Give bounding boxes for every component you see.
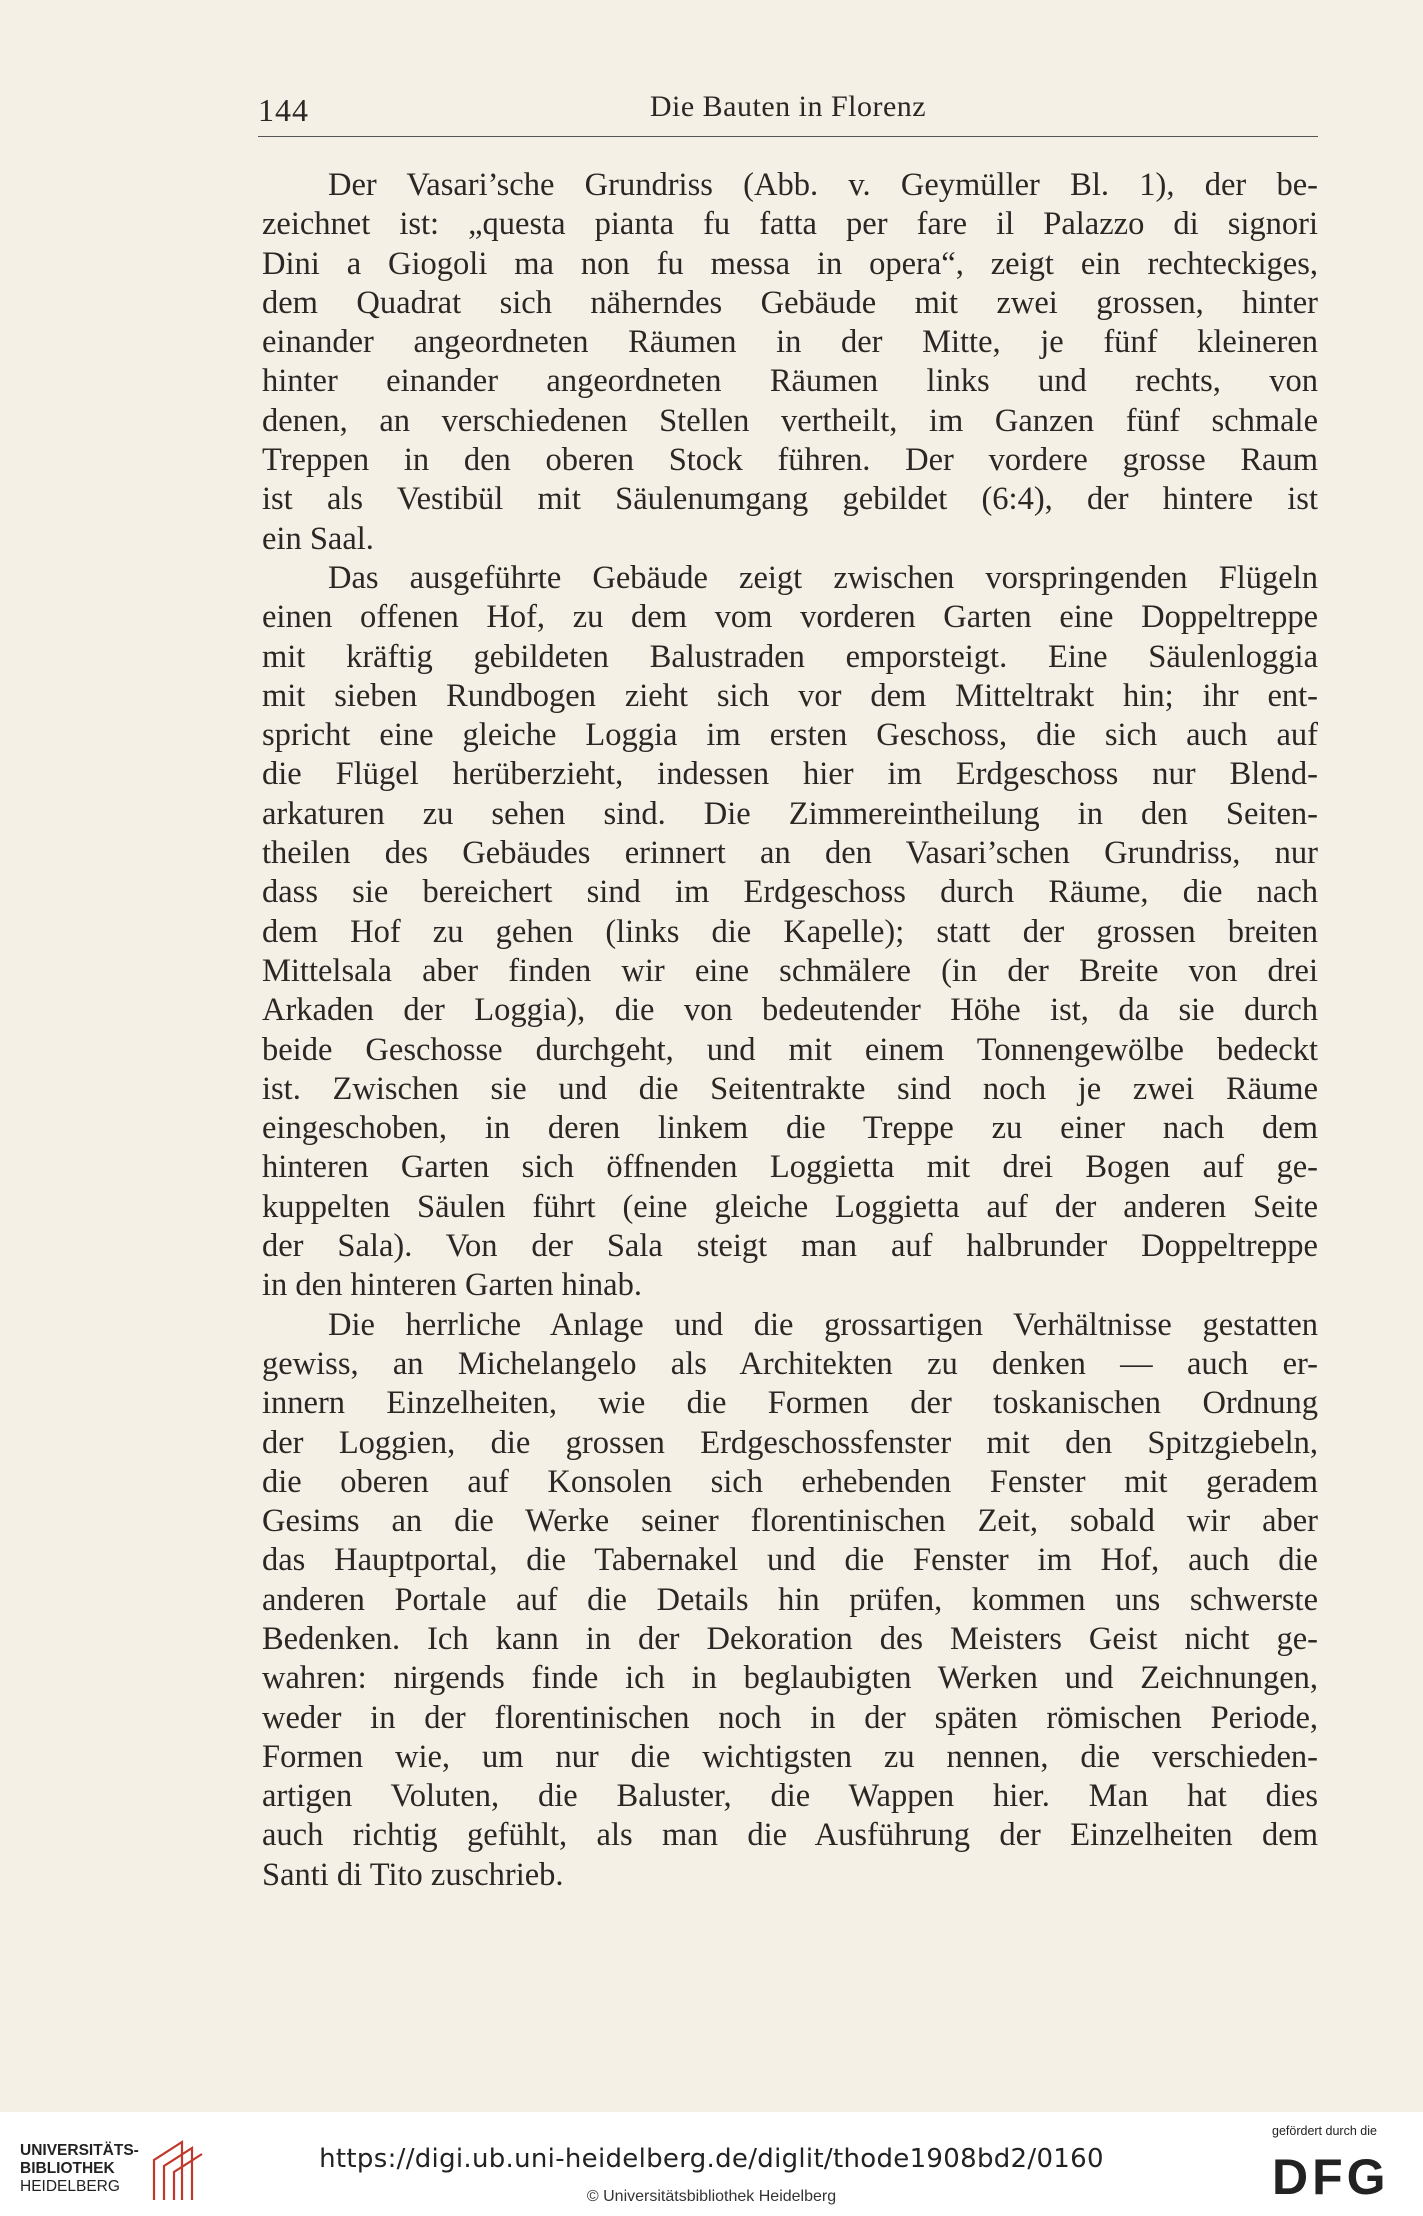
text-line: ist. Zwischen sie und die Seitentrakte sind noch je zwei Räume <box>262 1070 1318 1107</box>
text-line: Die herrliche Anlage und die grossartigen Verhältnisse gestatten <box>328 1306 1318 1343</box>
text-line: die oberen auf Konsolen sich erhebenden Fenster mit geradem <box>262 1463 1318 1500</box>
text-line: einander angeordneten Räumen in der Mitte, je fünf kleineren <box>262 324 1318 361</box>
text-line: dem Quadrat sich näherndes Gebäude mit zwei grossen, hinter <box>262 284 1318 321</box>
dfg-logo-icon: DFG <box>1272 2149 1390 2205</box>
text-line: hinteren Garten sich öffnenden Loggietta mit drei Bogen auf ge- <box>262 1149 1318 1186</box>
text-line: theilen des Gebäudes erinnert an den Vasari’schen Grundriss, nur <box>262 835 1318 872</box>
text-line: artigen Voluten, die Baluster, die Wappen hier. Man hat dies <box>262 1778 1318 1815</box>
text-line: das Hauptportal, die Tabernakel und die Fenster im Hof, auch die <box>262 1542 1318 1579</box>
page-header <box>258 86 1318 137</box>
page-number: 144 <box>258 92 309 128</box>
text-line: der Loggien, die grossen Erdgeschossfenster mit den Spitzgiebeln, <box>262 1424 1318 1461</box>
viewer-footer <box>0 2112 1423 2216</box>
text-line: weder in der florentinischen noch in der späten römischen Periode, <box>262 1699 1318 1736</box>
text-line: spricht eine gleiche Loggia im ersten Geschoss, die sich auch auf <box>262 717 1318 754</box>
text-line: Das ausgeführte Gebäude zeigt zwischen vorspringenden Flügeln <box>328 559 1318 596</box>
copyright-notice: © Universitätsbibliothek Heidelberg <box>586 2188 837 2205</box>
text-line: gewiss, an Michelangelo als Architekten zu denken — auch er- <box>262 1345 1318 1382</box>
text-line: eingeschoben, in deren linkem die Treppe zu einer nach dem <box>262 1110 1318 1147</box>
text-line: Treppen in den oberen Stock führen. Der vordere grosse Raum <box>262 442 1318 479</box>
text-line: denen, an verschiedenen Stellen vertheilt, im Ganzen fünf schmale <box>262 402 1318 439</box>
text-line: beide Geschosse durchgeht, und mit einem Tonnengewölbe bedeckt <box>262 1031 1318 1068</box>
text-line: mit sieben Rundbogen zieht sich vor dem Mitteltrakt hin; ihr ent- <box>262 677 1318 714</box>
text-line: Bedenken. Ich kann in der Dekoration des Meisters Geist nicht ge- <box>262 1620 1318 1657</box>
text-line: Gesims an die Werke seiner florentinischen Zeit, sobald wir aber <box>262 1503 1318 1540</box>
text-line: einen offenen Hof, zu dem vom vorderen Garten eine Doppeltreppe <box>262 599 1318 636</box>
text-line: anderen Portale auf die Details hin prüfen, kommen uns schwerste <box>262 1581 1318 1618</box>
text-line: ist als Vestibül mit Säulenumgang gebildet (6:4), der hintere ist <box>262 481 1318 518</box>
library-name: UNIVERSITÄTS- BIBLIOTHEK HEIDELBERG <box>20 2142 139 2195</box>
text-line: Santi di Tito zuschrieb. <box>262 1856 564 1893</box>
text-line: der Sala). Von der Sala steigt man auf halbrunder Doppeltreppe <box>262 1228 1318 1265</box>
text-line: auch richtig gefühlt, als man die Ausführung der Einzelheiten dem <box>262 1817 1318 1854</box>
funder-logo[interactable] <box>1250 2122 1400 2212</box>
text-line: in den hinteren Garten hinab. <box>262 1267 642 1304</box>
funder-note: gefördert durch die <box>1272 2124 1377 2138</box>
text-line: dem Hof zu gehen (links die Kapelle); statt der grossen breiten <box>262 913 1318 950</box>
text-line: Mittelsala aber finden wir eine schmälere (in der Breite von drei <box>262 952 1318 989</box>
text-line: innern Einzelheiten, wie die Formen der toskanischen Ordnung <box>262 1385 1318 1422</box>
text-line: arkaturen zu sehen sind. Die Zimmereintheilung in den Seiten- <box>262 795 1318 832</box>
running-title: Die Bauten in Florenz <box>649 90 927 123</box>
text-line: die Flügel herüberzieht, indessen hier im Erdgeschoss nur Blend- <box>262 756 1318 793</box>
text-line: ein Saal. <box>262 520 374 557</box>
text-line: kuppelten Säulen führt (eine gleiche Loggietta auf der anderen Seite <box>262 1188 1318 1225</box>
body-text <box>262 166 1318 1895</box>
text-line: wahren: nirgends finde ich in beglaubigten Werken und Zeichnungen, <box>262 1660 1318 1697</box>
permalink-url[interactable]: https://digi.ub.uni-heidelberg.de/diglit/thode1908bd2/0160 <box>319 2144 1104 2174</box>
text-line: Formen wie, um nur die wichtigsten zu nennen, die verschieden- <box>262 1738 1318 1775</box>
text-line: Der Vasari’sche Grundriss (Abb. v. Geymüller Bl. 1), der be- <box>328 167 1318 203</box>
text-line: hinter einander angeordneten Räumen links und rechts, von <box>262 363 1318 400</box>
text-line: Arkaden der Loggia), die von bedeutender Höhe ist, da sie durch <box>262 992 1318 1029</box>
text-line: mit kräftig gebildeten Balustraden emporsteigt. Eine Säulenloggia <box>262 638 1318 675</box>
text-line: Dini a Giogoli ma non fu messa in opera“, zeigt ein rechteckiges, <box>262 245 1318 282</box>
text-line: zeichnet ist: „questa pianta fu fatta per fare il Palazzo di signori <box>262 206 1318 243</box>
text-line: dass sie bereichert sind im Erdgeschoss durch Räume, die nach <box>262 874 1318 911</box>
